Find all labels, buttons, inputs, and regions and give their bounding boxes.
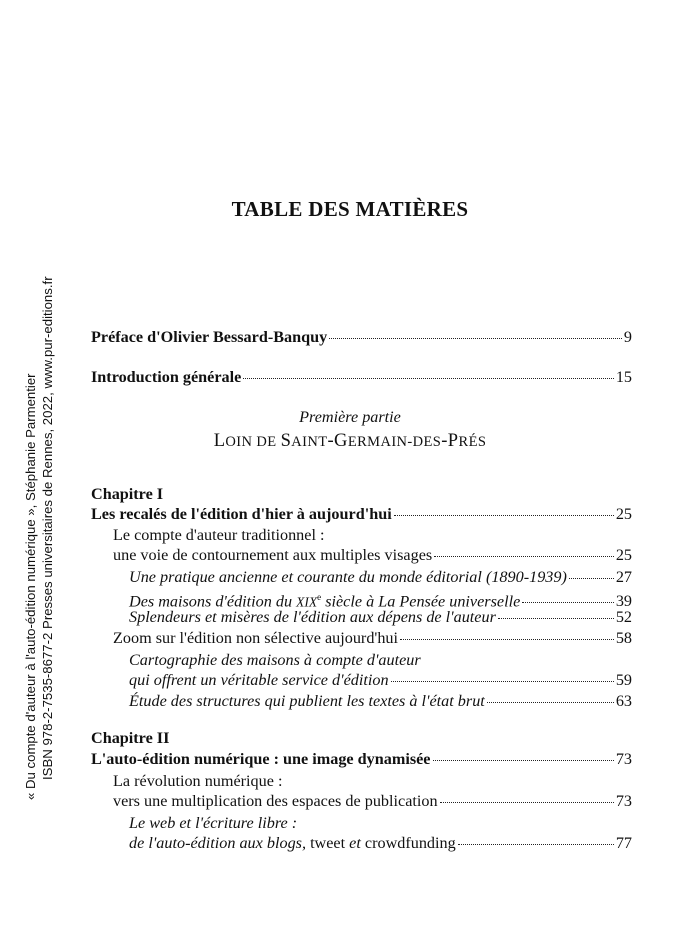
toc-entry-section[interactable]	[113, 628, 632, 648]
toc-page-number: 59	[615, 671, 632, 689]
dot-leader	[440, 801, 614, 803]
toc-entry-title: vers une multiplication des espaces de publication	[113, 792, 438, 810]
toc-page-number: 15	[615, 368, 632, 386]
copyright-side-note	[22, 0, 80, 910]
dot-leader	[569, 577, 614, 579]
section-title-line-1: Le compte d'auteur traditionnel :	[113, 526, 325, 544]
toc-entry-title: Une pratique ancienne et courante du monde éditorial (1890-1939)	[129, 568, 567, 586]
toc-page-number: 73	[615, 792, 632, 810]
dot-leader	[458, 843, 614, 845]
toc-entry-subsection[interactable]	[129, 607, 632, 627]
toc-page-number: 9	[623, 328, 632, 346]
dot-leader	[394, 514, 614, 516]
dot-leader	[522, 601, 614, 603]
toc-entry-subsection[interactable]	[129, 833, 632, 853]
dot-leader	[434, 555, 614, 557]
dot-leader	[391, 680, 614, 682]
chapter-1-label: Chapitre I	[91, 485, 164, 503]
dot-leader	[400, 638, 614, 640]
toc-entry-chapter-2[interactable]	[91, 749, 632, 769]
side-note-line-2: ISBN 978-2-7535-8677-2 Presses universitaires de Rennes, 2022, www.pur-editions.fr	[40, 276, 55, 780]
toc-entry-section[interactable]	[113, 791, 632, 811]
toc-entry-title: une voie de contournement aux multiples visages	[113, 546, 433, 564]
toc-page-number: 52	[615, 608, 632, 626]
subsection-title-line-1: Le web et l'écriture libre :	[129, 814, 298, 832]
toc-entry-title: de l'auto-édition aux blogs, tweet et crowdfunding	[129, 834, 456, 852]
toc-entry-title: Préface d'Olivier Bessard-Banquy	[91, 328, 328, 346]
toc-entry-section[interactable]	[113, 545, 632, 565]
toc-entry-title: L'auto-édition numérique : une image dynamisée	[91, 750, 431, 768]
toc-page-number: 39	[615, 592, 632, 611]
toc-entry-title: Zoom sur l'édition non sélective aujourd'hui	[113, 629, 399, 647]
toc-page-number: 77	[615, 834, 632, 852]
toc-page-number: 25	[615, 505, 632, 523]
toc-entry-title: Splendeurs et misères de l'édition aux dépens de l'auteur	[129, 608, 496, 626]
toc-page-number: 63	[615, 692, 632, 710]
part-title: LOIN DE SAINT-GERMAIN-DES-PRÉS	[213, 431, 487, 451]
toc-entry-subsection[interactable]	[129, 567, 632, 587]
toc-page-number: 27	[615, 568, 632, 586]
toc-page-number: 58	[615, 629, 632, 647]
toc-entry-title: Des maisons d'édition du XIXe siècle à La Pensée universelle	[129, 592, 521, 611]
toc-entry-title: qui offrent un véritable service d'édition	[129, 671, 389, 689]
toc-entry-title: Les recalés de l'édition d'hier à aujourd'hui	[91, 505, 392, 523]
dot-leader	[433, 759, 614, 761]
part-label: Première partie	[299, 408, 401, 426]
toc-page-number: 73	[615, 750, 632, 768]
chapter-2-label: Chapitre II	[91, 729, 170, 747]
toc-entry-subsection[interactable]	[129, 670, 632, 690]
toc-entry-chapter-1[interactable]	[91, 504, 632, 524]
section-title-line-1: La révolution numérique :	[113, 772, 283, 790]
toc-page-number: 25	[615, 546, 632, 564]
table-of-contents-chapters	[91, 0, 632, 948]
dot-leader	[498, 617, 614, 619]
page-title: TABLE DES MATIÈRES	[231, 197, 469, 221]
dot-leader	[487, 701, 614, 703]
subsection-title-line-1: Cartographie des maisons à compte d'auteur	[129, 651, 421, 669]
toc-entry-title: Étude des structures qui publient les textes à l'état brut	[129, 692, 485, 710]
toc-entry-subsection[interactable]	[129, 691, 632, 711]
side-note-line-1: « Du compte d'auteur à l'auto-édition numérique », Stéphanie Parmentier	[23, 373, 38, 800]
toc-entry-title: Introduction générale	[91, 368, 242, 386]
